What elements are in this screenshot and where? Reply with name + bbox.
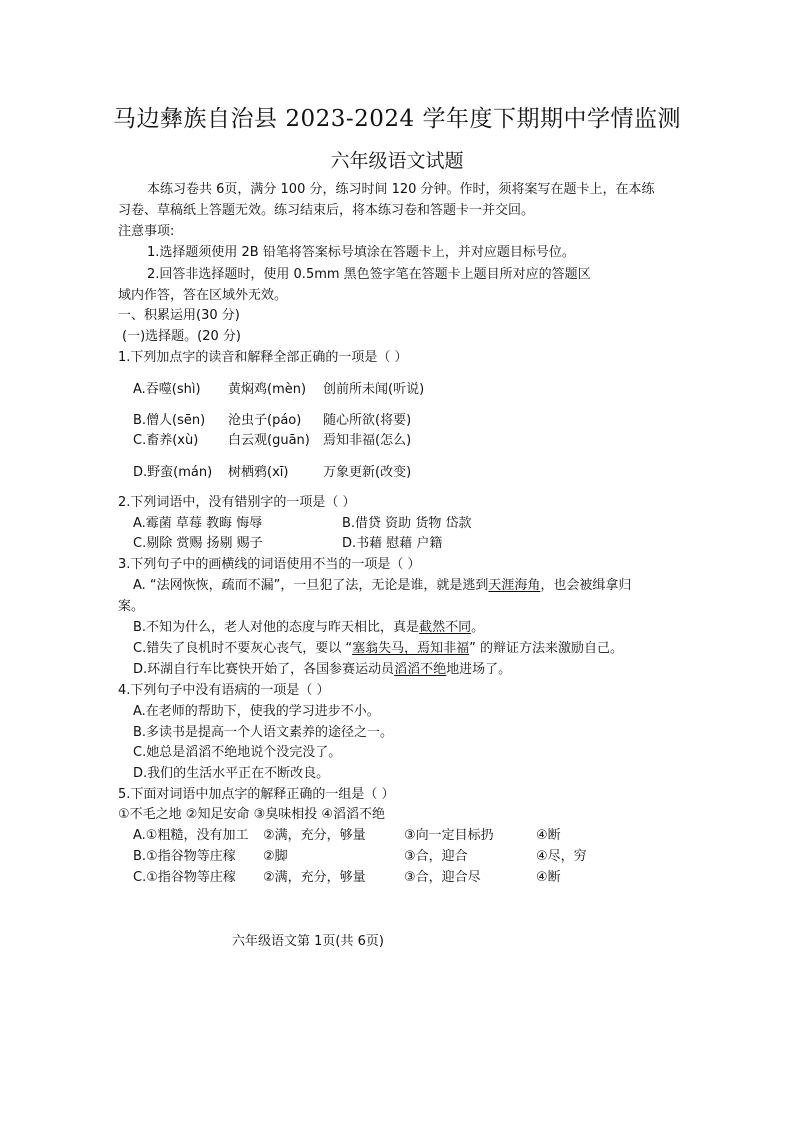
question-3-stem: 3.下列句子中的画横线的词语使用不当的一项是（ ） — [118, 557, 421, 572]
underlined-phrase: 天涯海角 — [488, 578, 541, 593]
question-2-option-b: B.借贷 资助 货物 岱款 — [342, 516, 472, 531]
note-1: 1.选择题须使用 2B 铅笔将答案标号填涂在答题卡上，并对应题目标号位。 — [147, 245, 575, 260]
option-text: B.不知为什么，老人对他的态度与昨天相比，真是 — [133, 620, 420, 635]
option-part: ④断 — [536, 870, 561, 885]
question-2-option-c: C.剔除 赏赐 扬剔 赐子 — [133, 536, 263, 551]
underlined-phrase: 滔滔不绝 — [394, 662, 447, 677]
question-2-option-a: A.霉菌 草莓 教晦 悔辱 — [133, 516, 263, 531]
note-2-line-1: 2.回答非选择题时，使用 0.5mm 黑色签字笔在答题卡上题目所对应的答题区 — [147, 267, 591, 282]
option-part: 创前所未闻(听说) — [323, 382, 425, 397]
question-3-option-a — [133, 577, 631, 595]
question-4-option-a: A.在老师的帮助下，使我的学习进步不小。 — [133, 704, 380, 719]
intro-line-2: 习卷、草稿纸上答题无效。练习结束后，将本练习卷和答题卡一并交回。 — [118, 203, 535, 218]
question-4-stem: 4.下列句子中没有语病的一项是（ ） — [118, 683, 330, 698]
option-text: 。 — [471, 620, 485, 635]
option-part: 万象更新(改变) — [323, 465, 412, 480]
option-part: ③向一定目标扔 — [404, 828, 494, 843]
option-part: A.①粗糙，没有加工 — [133, 828, 249, 843]
notes-heading: 注意事项: — [118, 224, 175, 239]
section-heading: 一、积累运用(30 分) — [118, 308, 240, 323]
underlined-phrase: 塞翁失马，焉知非福 — [352, 641, 470, 656]
option-text: A. “法网恢恢，疏而不漏”，一旦犯了法，无论是谁，就是逃到 — [133, 578, 489, 593]
option-text: 地进场了。 — [446, 662, 512, 677]
option-part: C.①指谷物等庄稼 — [133, 870, 236, 885]
option-part: ③合，迎合尽 — [404, 870, 481, 885]
option-part: ③合，迎合 — [404, 849, 468, 864]
option-text: D.环湖自行车比赛快开始了，各国参赛运动员 — [133, 662, 395, 677]
option-part: 随心所欲(将要) — [323, 413, 412, 428]
option-part: ④尽，穷 — [536, 849, 587, 864]
question-5-words: ①不毛之地 ②知足安命 ③臭味相投 ④滔滔不绝 — [118, 807, 386, 822]
option-part: A.吞噬(shì) — [133, 382, 201, 397]
option-part: 沧虫子(páo) — [228, 413, 302, 428]
question-4-option-b: B.多读书是提高一个人语文素养的途径之一。 — [133, 725, 394, 740]
option-part: C.畜养(xù) — [133, 433, 199, 448]
option-part: 白云观(guān) — [228, 433, 310, 448]
underlined-phrase: 截然不同 — [419, 620, 472, 635]
document-title: 马边彝族自治县 2023-2024 学年度下期期中学情监测 — [113, 106, 681, 132]
question-2-stem: 2.下列词语中，没有错别字的一项是（ ） — [118, 495, 356, 510]
option-part: 焉知非福(怎么) — [323, 433, 412, 448]
question-3-option-c — [133, 640, 623, 658]
question-1-stem: 1.下列加点字的读音和解释全部正确的一项是（ ） — [118, 350, 408, 365]
question-3-option-d — [133, 661, 511, 679]
option-part: B.僧人(sēn) — [133, 413, 206, 428]
section-subheading: (一)选择题。(20 分) — [122, 329, 241, 344]
option-part: B.①指谷物等庄稼 — [133, 849, 236, 864]
intro-line-1: 本练习卷共 6页，满分 100 分，练习时间 120 分钟。作时，须将案写在题卡上，在本练 — [147, 182, 655, 197]
question-4-option-c: C.她总是滔滔不绝地说个没完没了。 — [133, 745, 342, 760]
question-4-option-d: D.我们的生活水平正在不断改良。 — [133, 766, 330, 781]
note-2-line-2: 域内作答，答在区域外无效。 — [118, 288, 288, 303]
option-part: ②脚 — [263, 849, 288, 864]
option-text: C.错失了良机时不要灰心丧气，要以 “ — [133, 641, 353, 656]
option-text: ” 的辩证方法来激励自己。 — [469, 641, 623, 656]
option-part: D.野蛮(mán) — [133, 465, 213, 480]
option-part: ④断 — [536, 828, 561, 843]
question-3-option-a-line-2: 案。 — [118, 599, 145, 614]
question-2-option-d: D.书藉 慰藉 户籍 — [342, 536, 443, 551]
option-part: 黄焖鸡(mèn) — [228, 382, 307, 397]
option-text: ，也会被缉拿归 — [540, 578, 632, 593]
question-5-stem: 5.下面对词语中加点字的解释正确的一组是（ ） — [118, 787, 395, 802]
page-footer: 六年级语文第 1页(共 6页) — [232, 934, 384, 949]
document-subtitle: 六年级语文试题 — [330, 150, 464, 172]
option-part: 树栖鸦(xī) — [228, 465, 289, 480]
option-part: ②满，充分，够量 — [263, 870, 366, 885]
question-3-option-b — [133, 619, 484, 637]
option-part: ②满，充分，够量 — [263, 828, 366, 843]
